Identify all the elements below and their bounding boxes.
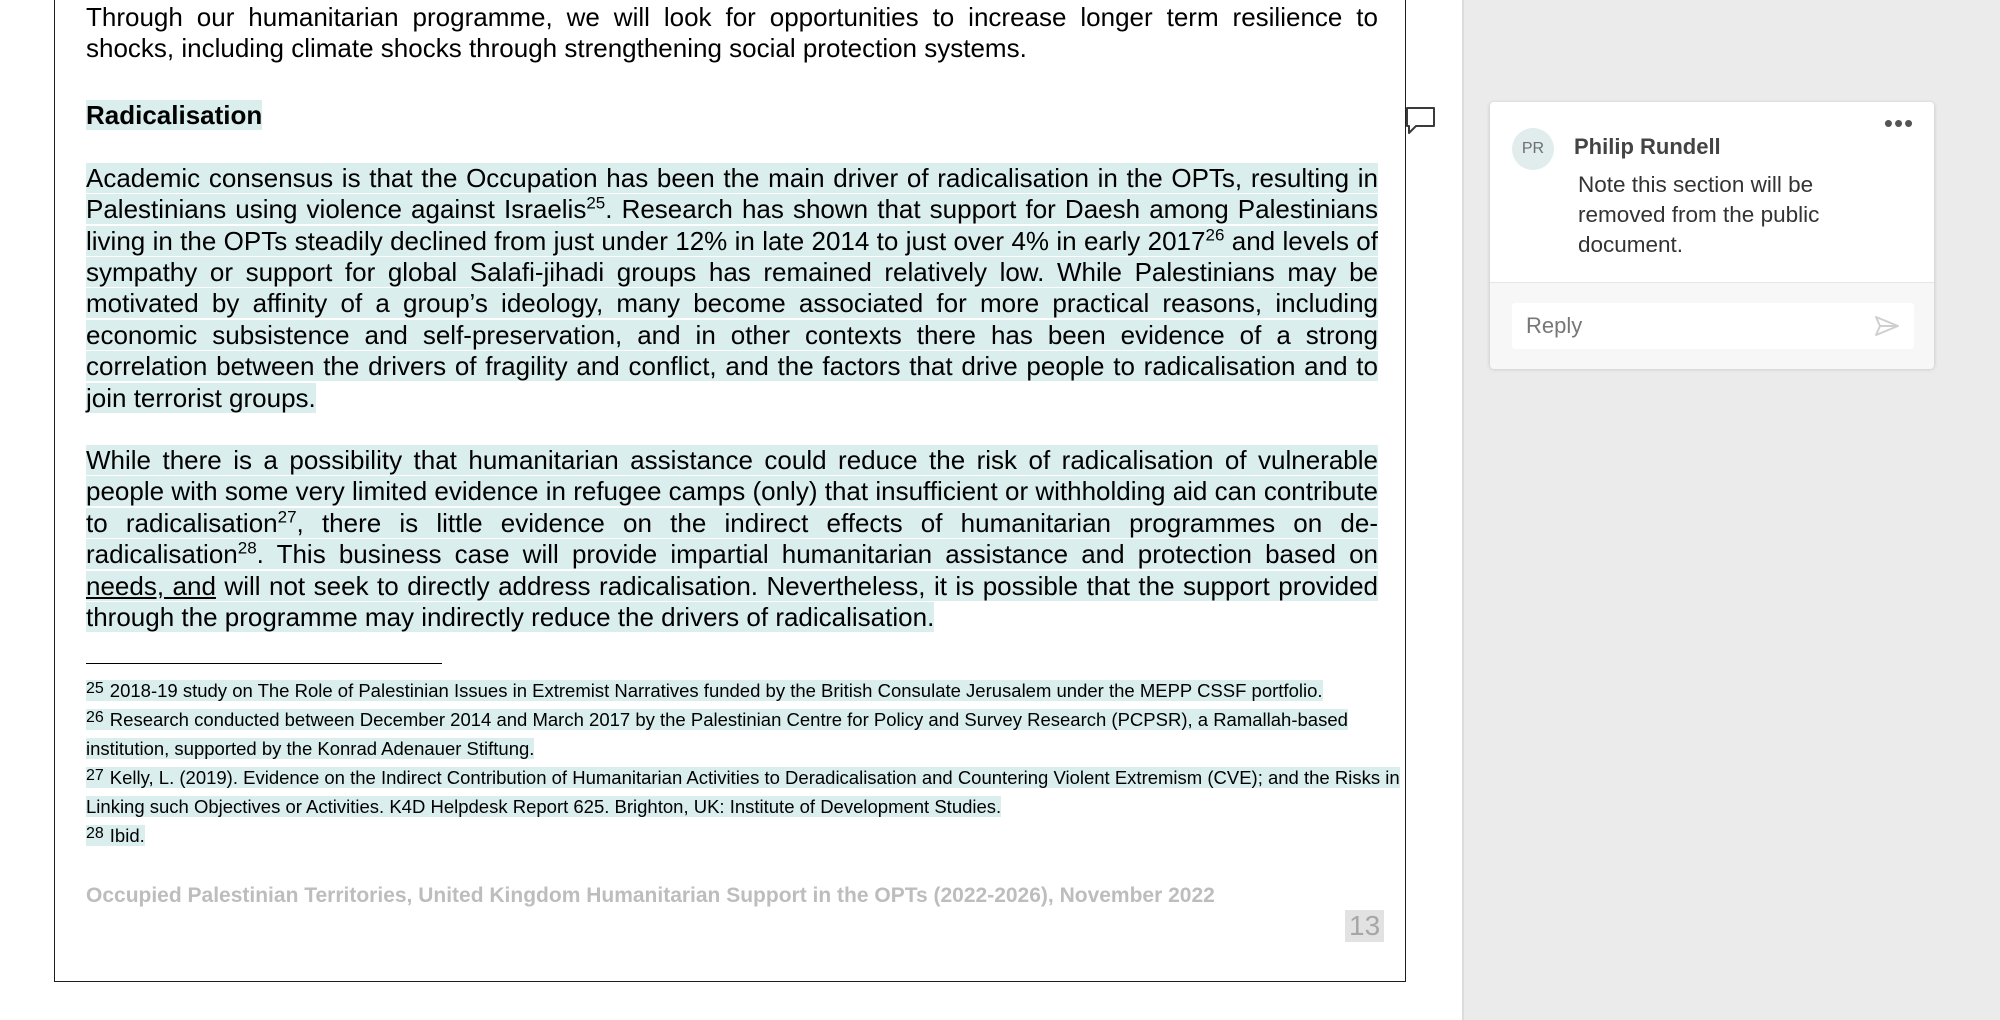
send-icon[interactable] <box>1874 314 1900 338</box>
footnote-separator <box>86 663 442 664</box>
p2-text-c: . This business case will provide impartial humanitarian assistance and protection based on <box>256 539 1378 570</box>
footnote-ref-27[interactable]: 27 <box>278 508 297 538</box>
section-heading <box>86 100 1378 131</box>
page-number: 13 <box>1345 910 1384 942</box>
p2-underlined-text: needs, and <box>86 570 216 601</box>
footnotes <box>86 676 1406 850</box>
footnote-ref-26[interactable]: 26 <box>1205 226 1224 256</box>
avatar: PR <box>1512 128 1554 170</box>
intro-paragraph: Through our humanitarian programme, we will look for opportunities to increase longer term resilience to shocks, including climate shocks through strengthening social protection systems. <box>86 2 1378 64</box>
document-page <box>54 0 1406 982</box>
comment-text: Note this section will be removed from the public document. <box>1578 172 1820 257</box>
reply-input[interactable] <box>1512 303 1914 349</box>
page-footer: Occupied Palestinian Territories, United Kingdom Humanitarian Support in the OPTs (2022-2026), November 2022 <box>86 884 1215 907</box>
footnote-26: $^{26}$ Research conducted between December 2014 and March 2017 by the Palestinian Centre for Policy and Survey Research (PCPSR), a Ramallah-based institution, supported by the Konrad Adenauer Stiftung. <box>86 709 1348 759</box>
document-body <box>86 0 1378 634</box>
footnote-ref-25[interactable]: 25 <box>586 194 605 224</box>
p2-text-a: While there is a possibility that humanitarian assistance could reduce the risk of radicalisation of vulnerable people with some very limited evidence in refugee camps (only) that insufficient or withholding aid can contribute to radicalisation <box>86 445 1378 538</box>
more-options-icon[interactable]: ••• <box>1883 108 1915 138</box>
p2-text-d: will not seek to directly address radicalisation. Nevertheless, it is possible that the support provided through the programme may indirectly reduce the drivers of radicalisation. <box>86 570 1379 633</box>
radicalisation-paragraph-2 <box>86 445 1378 633</box>
radicalisation-paragraph-1 <box>86 163 1378 414</box>
comment-card[interactable] <box>1490 102 1934 368</box>
footnote-27: $^{27}$ Kelly, L. (2019). Evidence on the Indirect Contribution of Humanitarian Activities to Deradicalisation and Countering Violent Extremism (CVE); and the Risks in Linking such Objectives or Activities. K4D Helpdesk Report 625. Brighton, UK: Institute of Development Studies. <box>86 767 1400 817</box>
section-heading-text: Radicalisation <box>86 99 263 130</box>
comment-author: Philip Rundell <box>1574 134 1721 159</box>
p1-text-b: . Research has shown that support for Daesh among Palestinians living in the OPTs steadily declined from just under 12% in late 2014 to just over 4% in early 2017 <box>86 194 1378 256</box>
footnote-28: $^{28}$ Ibid. <box>86 825 145 846</box>
comment-marker-icon[interactable] <box>1404 104 1438 138</box>
footnote-ref-28[interactable]: 28 <box>238 539 257 569</box>
footnote-25: $^{25}$ 2018-19 study on The Role of Palestinian Issues in Extremist Narratives funded by the British Consulate Jerusalem under the MEPP CSSF portfolio. <box>86 680 1323 701</box>
p1-text-a: Academic consensus is that the Occupation has been the main driver of radicalisation in the OPTs, resulting in Palestinians using violence against Israelis <box>86 162 1378 225</box>
p1-text-c: and levels of sympathy or support for global Salafi-jihadi groups has remained relatively low. While Palestinians may be motivated by affinity of a group’s ideology, many become associated for more practical reasons, including economic subsistence and self-preservation, and in other contexts there has been evidence of a strong correlation between the drivers of fragility and conflict, and the factors that drive people to radicalisation and to join terrorist groups. <box>86 225 1378 413</box>
p2-text-b: , there is little evidence on the indirect effects of humanitarian programmes on de-radicalisation <box>86 507 1378 570</box>
